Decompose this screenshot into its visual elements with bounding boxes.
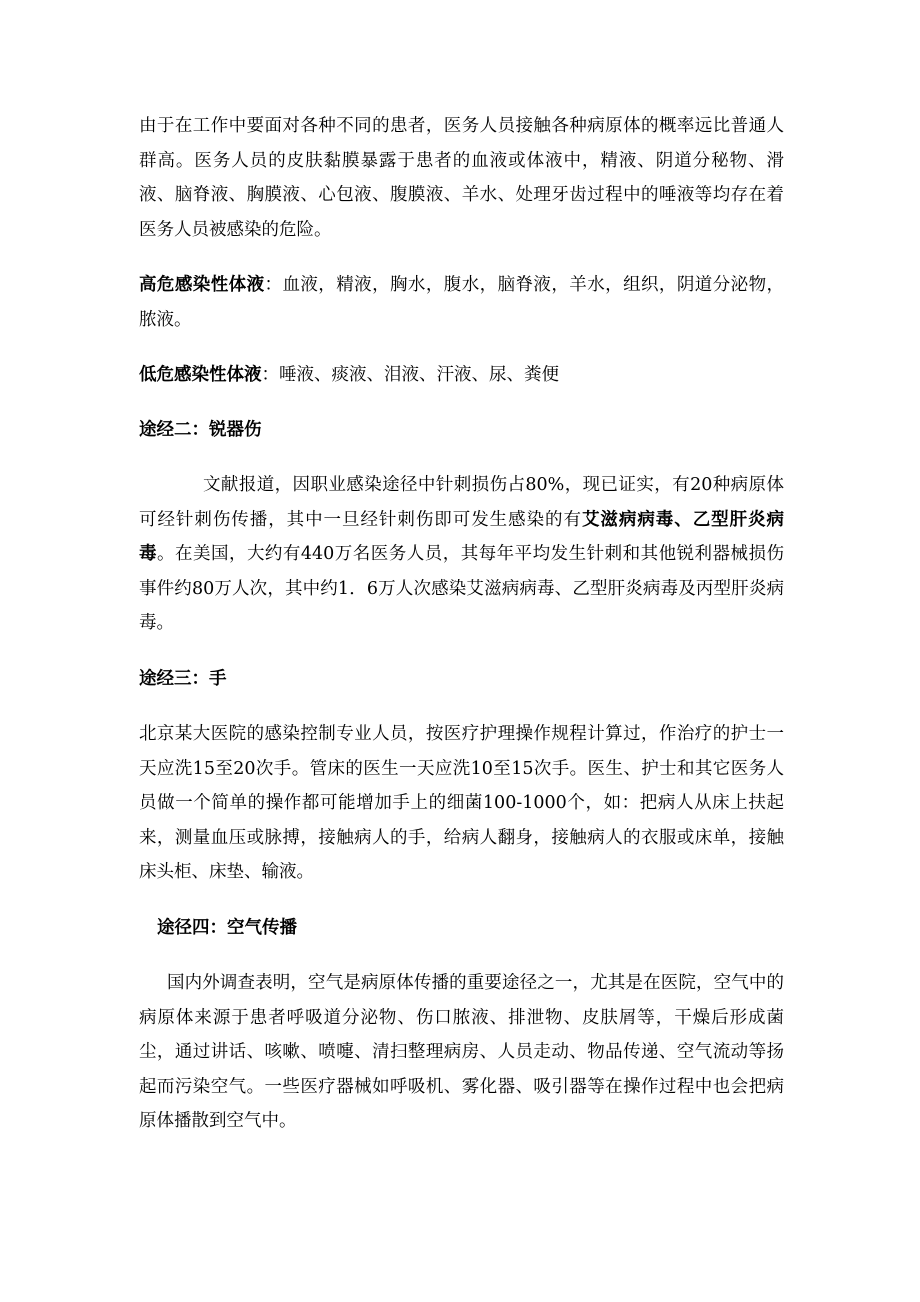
low-risk-label: 低危感染性体液 xyxy=(139,365,262,385)
low-risk-colon: ： xyxy=(261,365,279,385)
route2-paragraph xyxy=(139,468,784,641)
document-page xyxy=(139,109,784,1139)
intro-paragraph: 由于在工作中要面对各种不同的患者，医务人员接触各种病原体的概率远比普通人群高。医务人员的皮肤黏膜暴露于患者的血液或体液中，精液、阴道分秘物、滑液、脑脊液、胸膜液、心包液、腹膜液、羊水、处理牙齿过程中的唾液等均存在着医务人员被感染的危险。 xyxy=(139,116,784,240)
route2-heading: 途经二：锐器伤 xyxy=(139,419,262,440)
route3-paragraph: 北京某大医院的感染控制专业人员，按医疗护理操作规程计算过，作治疗的护士一天应洗15至20次手。管床的医生一天应洗10至15次手。医生、护士和其它医务人员做一个简单的操作都可能增加手上的细菌100-1000个，如：把病人从床上扶起来，测量血压或脉搏，接触病人的手，给病人翻身，接触病人的衣服或床单，接触床头柜、床垫、输液。 xyxy=(139,724,784,882)
route2-text-a: 文献报道，因职业感染途径中针刺损伤占80%，现已证实，有20种病原体可经针刺伤传播，其中一旦经针刺伤即可发生感染的有 xyxy=(139,475,784,530)
high-risk-colon: ： xyxy=(264,275,283,295)
low-risk-text: 唾液、痰液、泪液、汗液、尿、粪便 xyxy=(279,365,559,385)
low-risk-fluids-paragraph xyxy=(139,358,784,393)
route4-heading: 途径四：空气传播 xyxy=(157,917,297,938)
route2-text-b: 。在美国，大约有440万名医务人员，其每年平均发生针刺和其他锐利器械损伤事件约80万人次，其中约1．6万人次感染艾滋病病毒、乙型肝炎病毒及丙型肝炎病毒。 xyxy=(139,544,785,633)
route4-paragraph: 国内外调查表明，空气是病原体传播的重要途径之一，尤其是在医院，空气中的病原体来源于患者呼吸道分泌物、伤口脓液、排泄物、皮肤屑等，干燥后形成菌尘，通过讲话、咳嗽、喷嚏、清扫整理病房、人员走动、物品传递、空气流动等扬起而污染空气。一些医疗器械如呼吸机、雾化器、吸引器等在操作过程中也会把病原体播散到空气中。 xyxy=(139,973,784,1131)
route2-bold-viruses: 艾滋病病毒、乙型肝炎病毒 xyxy=(139,509,785,564)
high-risk-text: 血液，精液，胸水，腹水，脑脊液，羊水，组织，阴道分泌物，脓液。 xyxy=(139,275,785,330)
high-risk-label: 高危感染性体液 xyxy=(139,275,265,295)
high-risk-fluids-paragraph xyxy=(139,268,784,337)
route3-heading: 途经三：手 xyxy=(139,668,227,689)
